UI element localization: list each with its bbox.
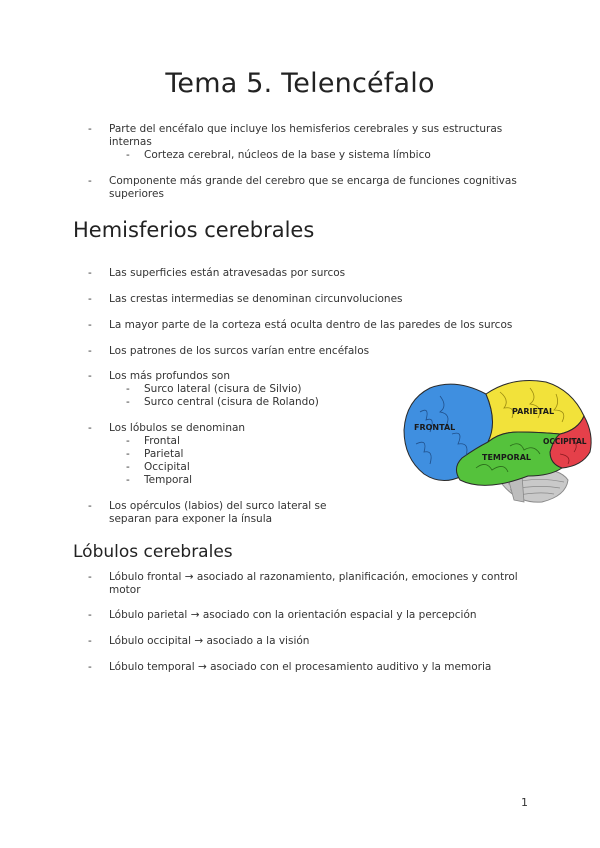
list-item-text: Los opérculos (labios) del surco lateral se separan para exponer la ínsula bbox=[109, 500, 327, 525]
frontal-label: FRONTAL bbox=[414, 423, 456, 432]
bullet-dash: - bbox=[88, 571, 92, 583]
bullet-dash: - bbox=[88, 635, 92, 647]
list-item bbox=[88, 293, 528, 306]
bullet-dash: - bbox=[126, 149, 130, 161]
temporal-label: TEMPORAL bbox=[482, 453, 531, 462]
sub-list-item bbox=[126, 474, 378, 487]
section-heading: Lóbulos cerebrales bbox=[73, 542, 233, 562]
occipital-label: OCCIPITAL bbox=[543, 437, 587, 446]
parietal-label: PARIETAL bbox=[512, 407, 555, 416]
bullet-dash: - bbox=[126, 396, 130, 408]
sub-list-item-text: Occipital bbox=[144, 461, 190, 473]
list-item bbox=[88, 319, 528, 332]
list-item bbox=[88, 267, 528, 280]
list-item-text: Lóbulo occipital → asociado a la visión bbox=[109, 635, 310, 647]
list-item-text: Parte del encéfalo que incluye los hemisferios cerebrales y sus estructuras internas bbox=[109, 123, 503, 148]
bullet-dash: - bbox=[126, 461, 130, 473]
list-item bbox=[88, 500, 368, 526]
bullet-dash: - bbox=[126, 448, 130, 460]
list-item-text: Lóbulo temporal → asociado con el procesamiento auditivo y la memoria bbox=[109, 661, 492, 673]
list-item-text: Las crestas intermedias se denominan circunvoluciones bbox=[109, 293, 403, 305]
brain-lobes-illustration bbox=[400, 372, 595, 512]
list-item bbox=[88, 609, 528, 622]
sub-list-item bbox=[126, 435, 378, 448]
list-item bbox=[88, 370, 378, 409]
bullet-dash: - bbox=[88, 609, 92, 621]
list-item bbox=[88, 635, 528, 648]
list-item-text: Los más profundos son bbox=[109, 370, 230, 382]
list-item bbox=[88, 571, 528, 597]
list-item-text: Los lóbulos se denominan bbox=[109, 422, 246, 434]
sub-list-item-text: Surco central (cisura de Rolando) bbox=[144, 396, 319, 408]
list-item-text: Lóbulo parietal → asociado con la orientación espacial y la percepción bbox=[109, 609, 477, 621]
bullet-dash: - bbox=[88, 319, 92, 331]
bullet-dash: - bbox=[88, 422, 92, 434]
bullet-dash: - bbox=[88, 500, 92, 512]
bullet-dash: - bbox=[88, 267, 92, 279]
sub-list-item bbox=[126, 461, 378, 474]
section-heading: Hemisferios cerebrales bbox=[73, 218, 315, 242]
list-item-text: Los patrones de los surcos varían entre encéfalos bbox=[109, 345, 370, 357]
bullet-dash: - bbox=[126, 435, 130, 447]
bullet-dash: - bbox=[88, 123, 92, 135]
sub-list-item-text: Corteza cerebral, núcleos de la base y sistema límbico bbox=[144, 149, 431, 161]
sub-list-item-text: Surco lateral (cisura de Silvio) bbox=[144, 383, 302, 395]
sub-list-item-text: Temporal bbox=[144, 474, 193, 486]
list-item bbox=[88, 175, 528, 201]
page-number: 1 bbox=[521, 796, 528, 809]
bullet-dash: - bbox=[126, 383, 130, 395]
list-item-text: Componente más grande del cerebro que se encarga de funciones cognitivas superiores bbox=[109, 175, 517, 200]
list-item bbox=[88, 661, 528, 674]
bullet-dash: - bbox=[88, 293, 92, 305]
sub-list-item bbox=[126, 448, 378, 461]
bullet-dash: - bbox=[126, 474, 130, 486]
page-title: Tema 5. Telencéfalo bbox=[165, 68, 435, 99]
list-item-text: La mayor parte de la corteza está oculta dentro de las paredes de los surcos bbox=[109, 319, 513, 331]
sub-list-item-text: Parietal bbox=[144, 448, 184, 460]
list-item bbox=[88, 422, 378, 487]
sub-list-item bbox=[126, 383, 378, 396]
bullet-dash: - bbox=[88, 370, 92, 382]
bullet-dash: - bbox=[88, 175, 92, 187]
bullet-dash: - bbox=[88, 661, 92, 673]
list-item-text: Las superficies están atravesadas por surcos bbox=[109, 267, 346, 279]
list-item-text: Lóbulo frontal → asociado al razonamiento, planificación, emociones y control motor bbox=[109, 571, 518, 596]
list-item bbox=[88, 123, 528, 162]
bullet-dash: - bbox=[88, 345, 92, 357]
sub-list-item bbox=[126, 149, 528, 162]
list-item bbox=[88, 345, 528, 358]
sub-list-item bbox=[126, 396, 378, 409]
sub-list-item-text: Frontal bbox=[144, 435, 180, 447]
